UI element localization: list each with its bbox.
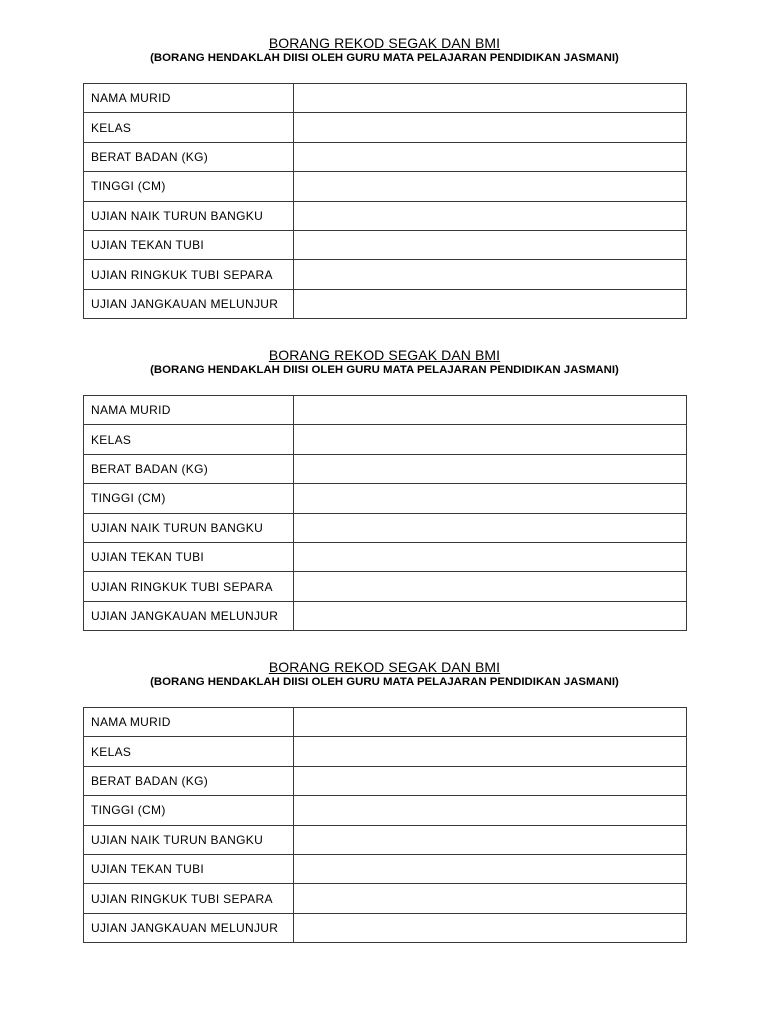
table-row	[84, 396, 687, 425]
form-title: BORANG REKOD SEGAK DAN BMI	[268, 347, 501, 363]
table-row	[84, 142, 687, 171]
field-value-cell[interactable]	[294, 484, 687, 513]
field-label: TINGGI (CM)	[84, 172, 294, 201]
table-row	[84, 884, 687, 913]
field-value-cell[interactable]	[294, 113, 687, 142]
table-row	[84, 289, 687, 318]
table-row	[84, 454, 687, 483]
record-form-3	[83, 659, 686, 935]
field-value-cell[interactable]	[294, 913, 687, 942]
table-row	[84, 601, 687, 630]
field-label: KELAS	[84, 113, 294, 142]
field-value-cell[interactable]	[294, 572, 687, 601]
table-row	[84, 913, 687, 942]
form-table	[83, 83, 687, 319]
form-subtitle: (BORANG HENDAKLAH DIISI OLEH GURU MATA PELAJARAN PENDIDIKAN JASMANI)	[150, 676, 619, 688]
field-label: KELAS	[84, 425, 294, 454]
table-row	[84, 854, 687, 883]
table-row	[84, 260, 687, 289]
table-row	[84, 825, 687, 854]
table-row	[84, 172, 687, 201]
field-value-cell[interactable]	[294, 142, 687, 171]
field-value-cell[interactable]	[294, 396, 687, 425]
field-value-cell[interactable]	[294, 230, 687, 259]
table-row	[84, 572, 687, 601]
field-value-cell[interactable]	[294, 737, 687, 766]
field-value-cell[interactable]	[294, 601, 687, 630]
field-value-cell[interactable]	[294, 172, 687, 201]
field-value-cell[interactable]	[294, 289, 687, 318]
record-form-2	[83, 347, 686, 623]
form-title: BORANG REKOD SEGAK DAN BMI	[268, 35, 501, 51]
field-label: UJIAN NAIK TURUN BANGKU	[84, 513, 294, 542]
table-row	[84, 766, 687, 795]
field-value-cell[interactable]	[294, 854, 687, 883]
field-value-cell[interactable]	[294, 425, 687, 454]
field-label: UJIAN RINGKUK TUBI SEPARA	[84, 884, 294, 913]
field-label: BERAT BADAN (KG)	[84, 454, 294, 483]
form-title: BORANG REKOD SEGAK DAN BMI	[268, 659, 501, 675]
field-label: UJIAN JANGKAUAN MELUNJUR	[84, 289, 294, 318]
table-row	[84, 113, 687, 142]
field-value-cell[interactable]	[294, 513, 687, 542]
field-label: BERAT BADAN (KG)	[84, 766, 294, 795]
table-row	[84, 513, 687, 542]
table-row	[84, 425, 687, 454]
field-label: UJIAN JANGKAUAN MELUNJUR	[84, 601, 294, 630]
table-row	[84, 542, 687, 571]
field-label: NAMA MURID	[84, 396, 294, 425]
table-row	[84, 484, 687, 513]
table-row	[84, 796, 687, 825]
field-value-cell[interactable]	[294, 884, 687, 913]
field-label: UJIAN RINGKUK TUBI SEPARA	[84, 572, 294, 601]
field-value-cell[interactable]	[294, 796, 687, 825]
form-table	[83, 707, 687, 943]
field-label: TINGGI (CM)	[84, 796, 294, 825]
field-label: NAMA MURID	[84, 708, 294, 737]
field-label: UJIAN RINGKUK TUBI SEPARA	[84, 260, 294, 289]
table-row	[84, 230, 687, 259]
form-table	[83, 395, 687, 631]
record-form-1	[83, 35, 686, 311]
field-value-cell[interactable]	[294, 766, 687, 795]
field-label: NAMA MURID	[84, 84, 294, 113]
field-label: UJIAN NAIK TURUN BANGKU	[84, 825, 294, 854]
field-label: UJIAN NAIK TURUN BANGKU	[84, 201, 294, 230]
field-value-cell[interactable]	[294, 454, 687, 483]
table-row	[84, 708, 687, 737]
field-value-cell[interactable]	[294, 84, 687, 113]
field-label: UJIAN JANGKAUAN MELUNJUR	[84, 913, 294, 942]
field-value-cell[interactable]	[294, 201, 687, 230]
table-row	[84, 737, 687, 766]
field-value-cell[interactable]	[294, 708, 687, 737]
table-row	[84, 201, 687, 230]
field-label: TINGGI (CM)	[84, 484, 294, 513]
field-value-cell[interactable]	[294, 260, 687, 289]
field-label: KELAS	[84, 737, 294, 766]
form-subtitle: (BORANG HENDAKLAH DIISI OLEH GURU MATA PELAJARAN PENDIDIKAN JASMANI)	[150, 52, 619, 64]
field-label: UJIAN TEKAN TUBI	[84, 854, 294, 883]
field-label: BERAT BADAN (KG)	[84, 142, 294, 171]
table-row	[84, 84, 687, 113]
field-label: UJIAN TEKAN TUBI	[84, 542, 294, 571]
field-value-cell[interactable]	[294, 825, 687, 854]
field-label: UJIAN TEKAN TUBI	[84, 230, 294, 259]
form-subtitle: (BORANG HENDAKLAH DIISI OLEH GURU MATA PELAJARAN PENDIDIKAN JASMANI)	[150, 364, 619, 376]
field-value-cell[interactable]	[294, 542, 687, 571]
